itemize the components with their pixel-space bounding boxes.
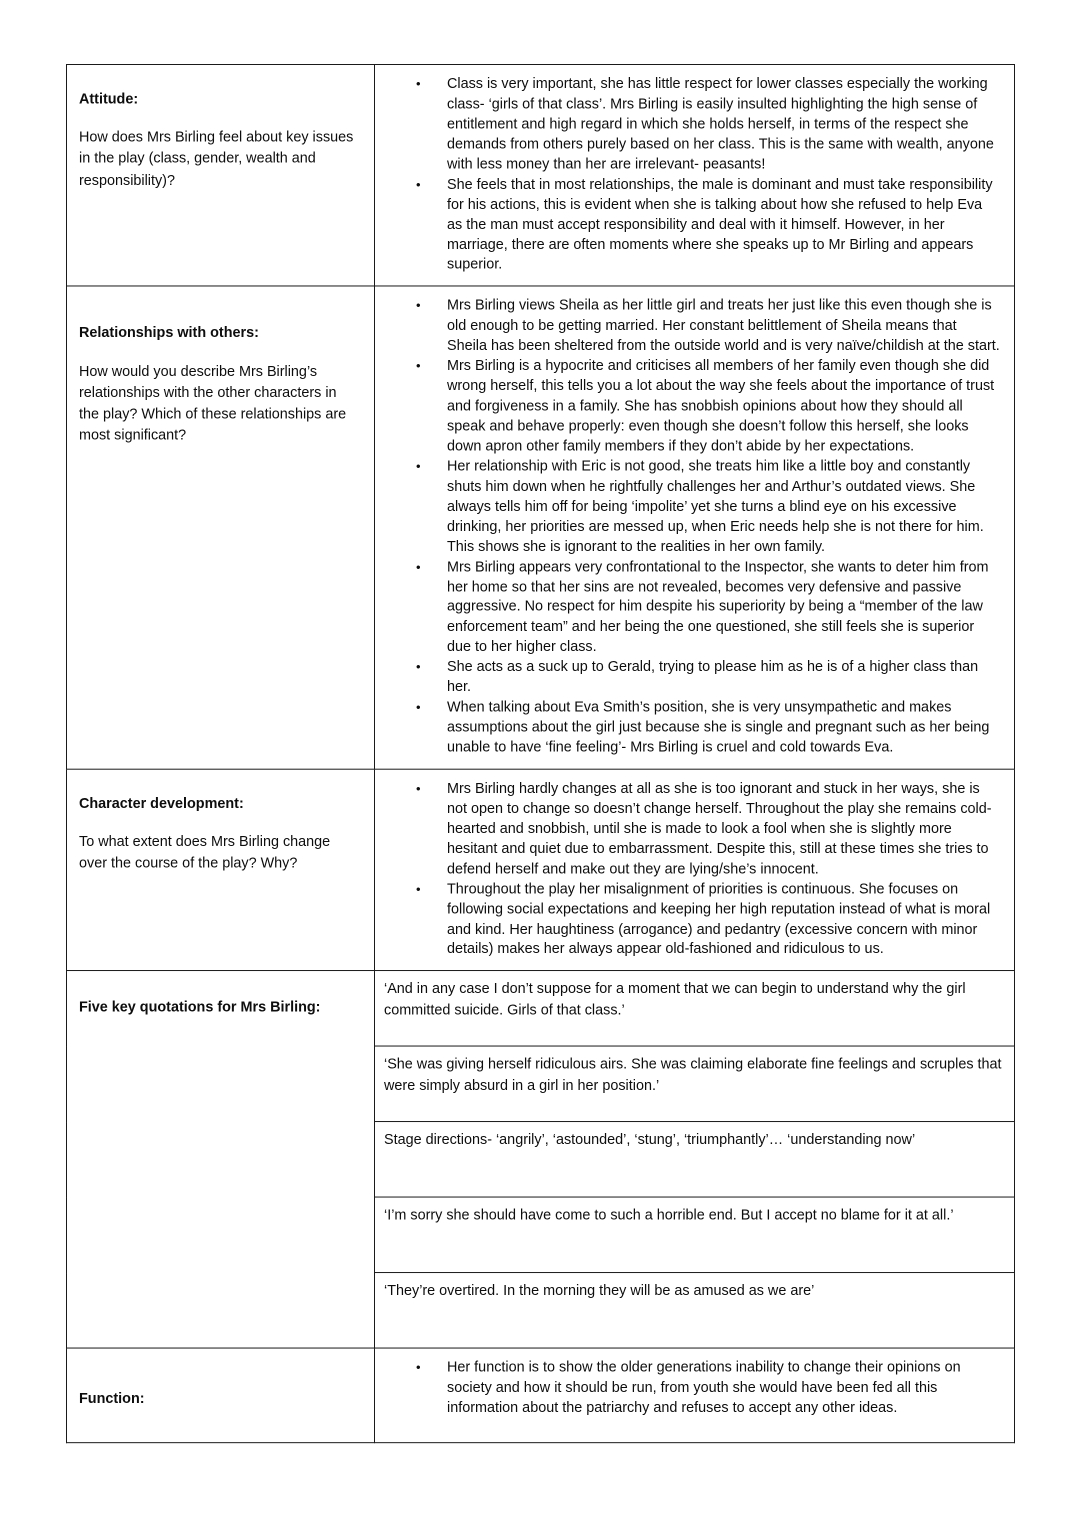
- bullet-icon: •: [416, 176, 421, 192]
- list-item: [375, 297, 1000, 357]
- quotation-cell-1: [375, 971, 1015, 1047]
- bullet-icon: •: [416, 780, 421, 796]
- bullet-icon: •: [416, 358, 421, 374]
- bullet-icon: •: [416, 1359, 421, 1376]
- bullet-list: [375, 1359, 1000, 1419]
- row-character-development-content-cell: [375, 769, 1015, 971]
- bullet-icon: •: [416, 458, 421, 474]
- row-attitude-prompt-cell: [67, 65, 375, 287]
- row-question: How does Mrs Birling feel about key issues in the play (class, gender, wealth and responsibility)?: [79, 129, 354, 189]
- quotation-text: ‘And in any case I don’t suppose for a moment that we can begin to understand why the girl committed suicide. Girls of that class.’: [384, 981, 966, 1019]
- quotation-cell-2: [375, 1046, 1015, 1122]
- quotation-cell-4: [375, 1197, 1015, 1273]
- bullet-icon: •: [416, 659, 421, 675]
- quotation-text: ‘They’re overtired. In the morning they will be as amused as we are’: [384, 1283, 815, 1300]
- bullet-icon: •: [416, 699, 421, 715]
- quotation-text: Stage directions- ‘angrily’, ‘astounded’, ‘stung’, ‘triumphantly’… ‘understanding now’: [384, 1132, 916, 1149]
- list-item-text: She acts as a suck up to Gerald, trying to please him as he is of a higher class than her.: [447, 659, 979, 696]
- list-item-text: Mrs Birling appears very confrontational to the Inspector, she wants to deter him from her home so that her sins are not revealed, becomes very defensive and passive aggressive. No respect for him despite his superiority by being a “member of the law enforcement team” and her being the one questioned, she still feels she is superior due to her higher class.: [447, 558, 989, 656]
- list-item: [375, 780, 1000, 880]
- row-relationships-content-cell: [375, 286, 1015, 769]
- bullet-icon: •: [416, 76, 421, 92]
- row-heading: Attitude:: [79, 91, 139, 108]
- row-heading: Function:: [79, 1391, 145, 1408]
- list-item: [375, 357, 1000, 457]
- row-question: How would you describe Mrs Birling’s relationships with the other characters in the play? Which of these relationships are most significant?: [79, 363, 347, 444]
- row-function-prompt-cell: [67, 1348, 375, 1442]
- character-revision-table: [66, 64, 1015, 1443]
- table-row: [67, 65, 1015, 287]
- list-item-text: Mrs Birling is a hypocrite and criticises all members of her family even though she did wrong herself, this tells you a lot about the way she feels about the importance of trust and forgiveness in a family. She has snobbish opinions about how they should all speak and behave properly: even though she doesn’t follow this herself, she looks down apron other family members if they don’t abide by her expectations.: [447, 358, 995, 455]
- row-heading: Five key quotations for Mrs Birling:: [79, 999, 321, 1016]
- list-item: [375, 75, 1000, 175]
- list-item-text: Throughout the play her misalignment of priorities is continuous. She focuses on following social expectations and keeping her high reputation instead of what is moral and kind. Her haughtiness (arrogance) and pedantry (excessive concern with minor details) makes her always appear old-fashioned and ridiculous to us.: [447, 881, 991, 958]
- row-heading: Character development:: [79, 795, 244, 812]
- row-heading: Relationships with others:: [79, 325, 259, 342]
- bullet-icon: •: [416, 881, 421, 897]
- quotation-text: ‘She was giving herself ridiculous airs. She was claiming elaborate fine feelings and scruples that were simply absurd in a girl in her position.’: [384, 1056, 1002, 1094]
- table-row: [67, 1348, 1015, 1442]
- list-item-text: Class is very important, she has little respect for lower classes especially the working class- ‘girls of that class’. Mrs Birling is easily insulted highlighting the high sense of entitlement and high regard in which she holds herself, in terms of the respect she demands from others purely based on her class. This is the same with wealth, anyone with less money than her are irrelevant- peasants!: [447, 76, 994, 173]
- bullet-icon: •: [416, 558, 421, 574]
- bullet-list: [375, 297, 1000, 759]
- row-attitude-content-cell: [375, 65, 1015, 287]
- list-item-text: Mrs Birling hardly changes at all as she is too ignorant and stuck in her ways, she is not open to change so doesn’t change herself. Throughout the play she remains cold-hearted and snobbish, until she is made to look a fool when she is slightly more hesitant and quiet due to embarrassment. Despite this, still at these times she tries to defend herself and make out they are lying/she’s innocent.: [447, 780, 992, 878]
- row-function-content-cell: [375, 1348, 1015, 1442]
- list-item: [375, 1359, 1000, 1419]
- bullet-list: [375, 780, 1000, 961]
- row-character-development-prompt-cell: [67, 769, 375, 971]
- bullet-list: [375, 75, 1000, 276]
- list-item-text: She feels that in most relationships, the male is dominant and must take responsibility for his actions, this is evident when she is talking about how she refused to help Eva as the man must accept responsibility and deal with it himself. However, in her marriage, there are often moments where she speaks up to Mr Birling and appears superior.: [447, 176, 993, 273]
- row-question: To what extent does Mrs Birling change over the course of the play? Why?: [79, 834, 331, 872]
- quotation-cell-5: [375, 1273, 1015, 1349]
- list-item: [375, 698, 1000, 758]
- row-quotations-prompt-cell: [67, 971, 375, 1349]
- table-row: [67, 971, 1015, 1047]
- bullet-icon: •: [416, 297, 421, 314]
- quotation-text: ‘I’m sorry she should have come to such a horrible end. But I accept no blame for it at all.’: [384, 1207, 954, 1225]
- list-item-text: When talking about Eva Smith’s position, she is very unsympathetic and makes assumptions about the girl just because she is single and pregnant such as her being unable to have ‘fine feeling’- Mrs Birling is cruel and cold towards Eva.: [447, 699, 990, 756]
- row-relationships-prompt-cell: [67, 286, 375, 769]
- list-item: [375, 175, 1000, 275]
- list-item: [375, 658, 1000, 698]
- table-row: [67, 769, 1015, 971]
- list-item: [375, 880, 1000, 960]
- list-item-text: Her function is to show the older generations inability to change their opinions on society and how it should be run, from youth she would have been fed all this information about the patriarchy and refuses to accept any other ideas.: [447, 1359, 961, 1417]
- list-item: [375, 457, 1000, 557]
- list-item-text: Her relationship with Eric is not good, she treats him like a little boy and constantly shuts him down when he rightfully challenges her and Arthur’s outdated views. She always tells him off for being ‘impolite’ yet she turns a blind eye on his excessive drinking, her priorities are messed up, when Eric needs help she is not there for him. This shows she is ignorant to the realities in her own family.: [447, 458, 984, 555]
- list-item-text: Mrs Birling views Sheila as her little girl and treats her just like this even though she is old enough to be getting married. Her constant belittlement of Sheila means that Sheila has been sheltered from the outside world and is very naïve/childish at the start.: [447, 297, 1000, 355]
- quotation-cell-3: [375, 1122, 1015, 1198]
- list-item: [375, 558, 1000, 658]
- table-row: [67, 286, 1015, 769]
